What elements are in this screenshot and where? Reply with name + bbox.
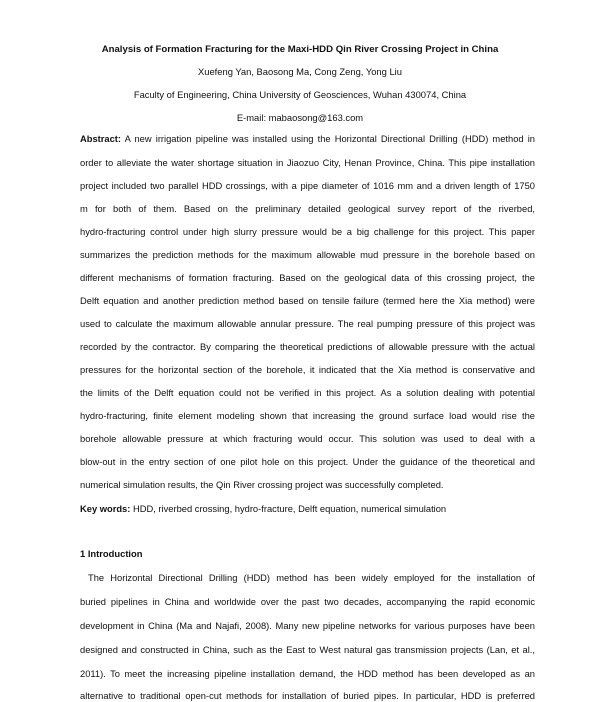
intro-line: designed and constructed in China, such as the East to West natural gas transmission projects (Lan, et al., <box>80 645 535 655</box>
email: E-mail: mabaosong@163.com <box>236 112 364 123</box>
intro-line: development in China (Ma and Najafi, 2008). Many new pipeline networks for various purposes have been <box>80 621 535 631</box>
abstract-line: project included two parallel HDD crossings, with a pipe diameter of 1016 mm and a driven length of 1750 <box>80 181 535 191</box>
abstract-line: borehole allowable pressure at which fracturing would occur. This solution was used to deal with a <box>80 434 535 444</box>
abstract-line: summarizes the prediction methods for the maximum allowable mud pressure in the borehole based on <box>80 250 535 260</box>
keywords-line <box>80 503 535 515</box>
authors: Xuefeng Yan, Baosong Ma, Cong Zeng, Yong Liu <box>198 66 402 77</box>
intro-line: 2011). To meet the increasing pipeline installation demand, the HDD method has been developed as an <box>80 669 535 679</box>
abstract-line: pressures for the horizontal section of the borehole, it indicated that the Xia method is conservative and <box>80 365 535 375</box>
abstract-line: numerical simulation results, the Qin River crossing project was successfully completed. <box>80 480 444 490</box>
keywords-text: HDD, riverbed crossing, hydro-fracture, Delft equation, numerical simulation <box>132 504 447 514</box>
abstract-line: used to calculate the maximum allowable annular pressure. The real pumping pressure of this project was <box>80 319 535 329</box>
affiliation: Faculty of Engineering, China University of Geosciences, Wuhan 430074, China <box>133 89 467 100</box>
abstract-line <box>80 133 535 145</box>
intro-line: The Horizontal Directional Drilling (HDD) method has been widely employed for the installation of <box>88 573 535 583</box>
abstract-line: hydro-fracturing, finite element modeling shown that increasing the ground surface load would rise the <box>80 411 535 421</box>
intro-line: buried pipelines in China and worldwide over the past two decades, accompanying the rapid economic <box>80 597 535 607</box>
intro-line: alternative to traditional open-cut methods for installation of buried pipes. In particular, HDD is preferred <box>80 691 535 701</box>
abstract-line: blow-out in the entry section of one pilot hole on this project. Under the guidance of the theoretical and <box>80 457 535 467</box>
abstract-line: the limits of the Delft equation could not be verified in this project. As a solution dealing with potential <box>80 388 535 398</box>
abstract-line-text: A new irrigation pipeline was installed using the Horizontal Directional Drilling (HDD) method in <box>124 134 535 144</box>
abstract-line: order to alleviate the water shortage situation in Jiaozuo City, Henan Province, China. This pipe installation <box>80 158 535 168</box>
keywords-label: Key words: <box>80 504 131 514</box>
section-heading: 1 Introduction <box>80 548 143 559</box>
abstract-line: m for both of them. Based on the preliminary detailed geological survey report of the riverbed, <box>80 204 535 214</box>
abstract-line: recorded by the contractor. By comparing the theoretical predictions of allowable pressure with the actual <box>80 342 535 352</box>
abstract-line: Delft equation and another prediction method based on tensile failure (termed here the Xia method) were <box>80 296 535 306</box>
paper-title: Analysis of Formation Fracturing for the Maxi-HDD Qin River Crossing Project in China <box>101 44 499 55</box>
abstract-line: different mechanisms of formation fracturing. Based on the geological data of this crossing project, the <box>80 273 535 283</box>
abstract-line: hydro-fracturing control under high slurry pressure would be a big challenge for this project. This paper <box>80 227 535 237</box>
abstract-label: Abstract: <box>80 134 122 144</box>
